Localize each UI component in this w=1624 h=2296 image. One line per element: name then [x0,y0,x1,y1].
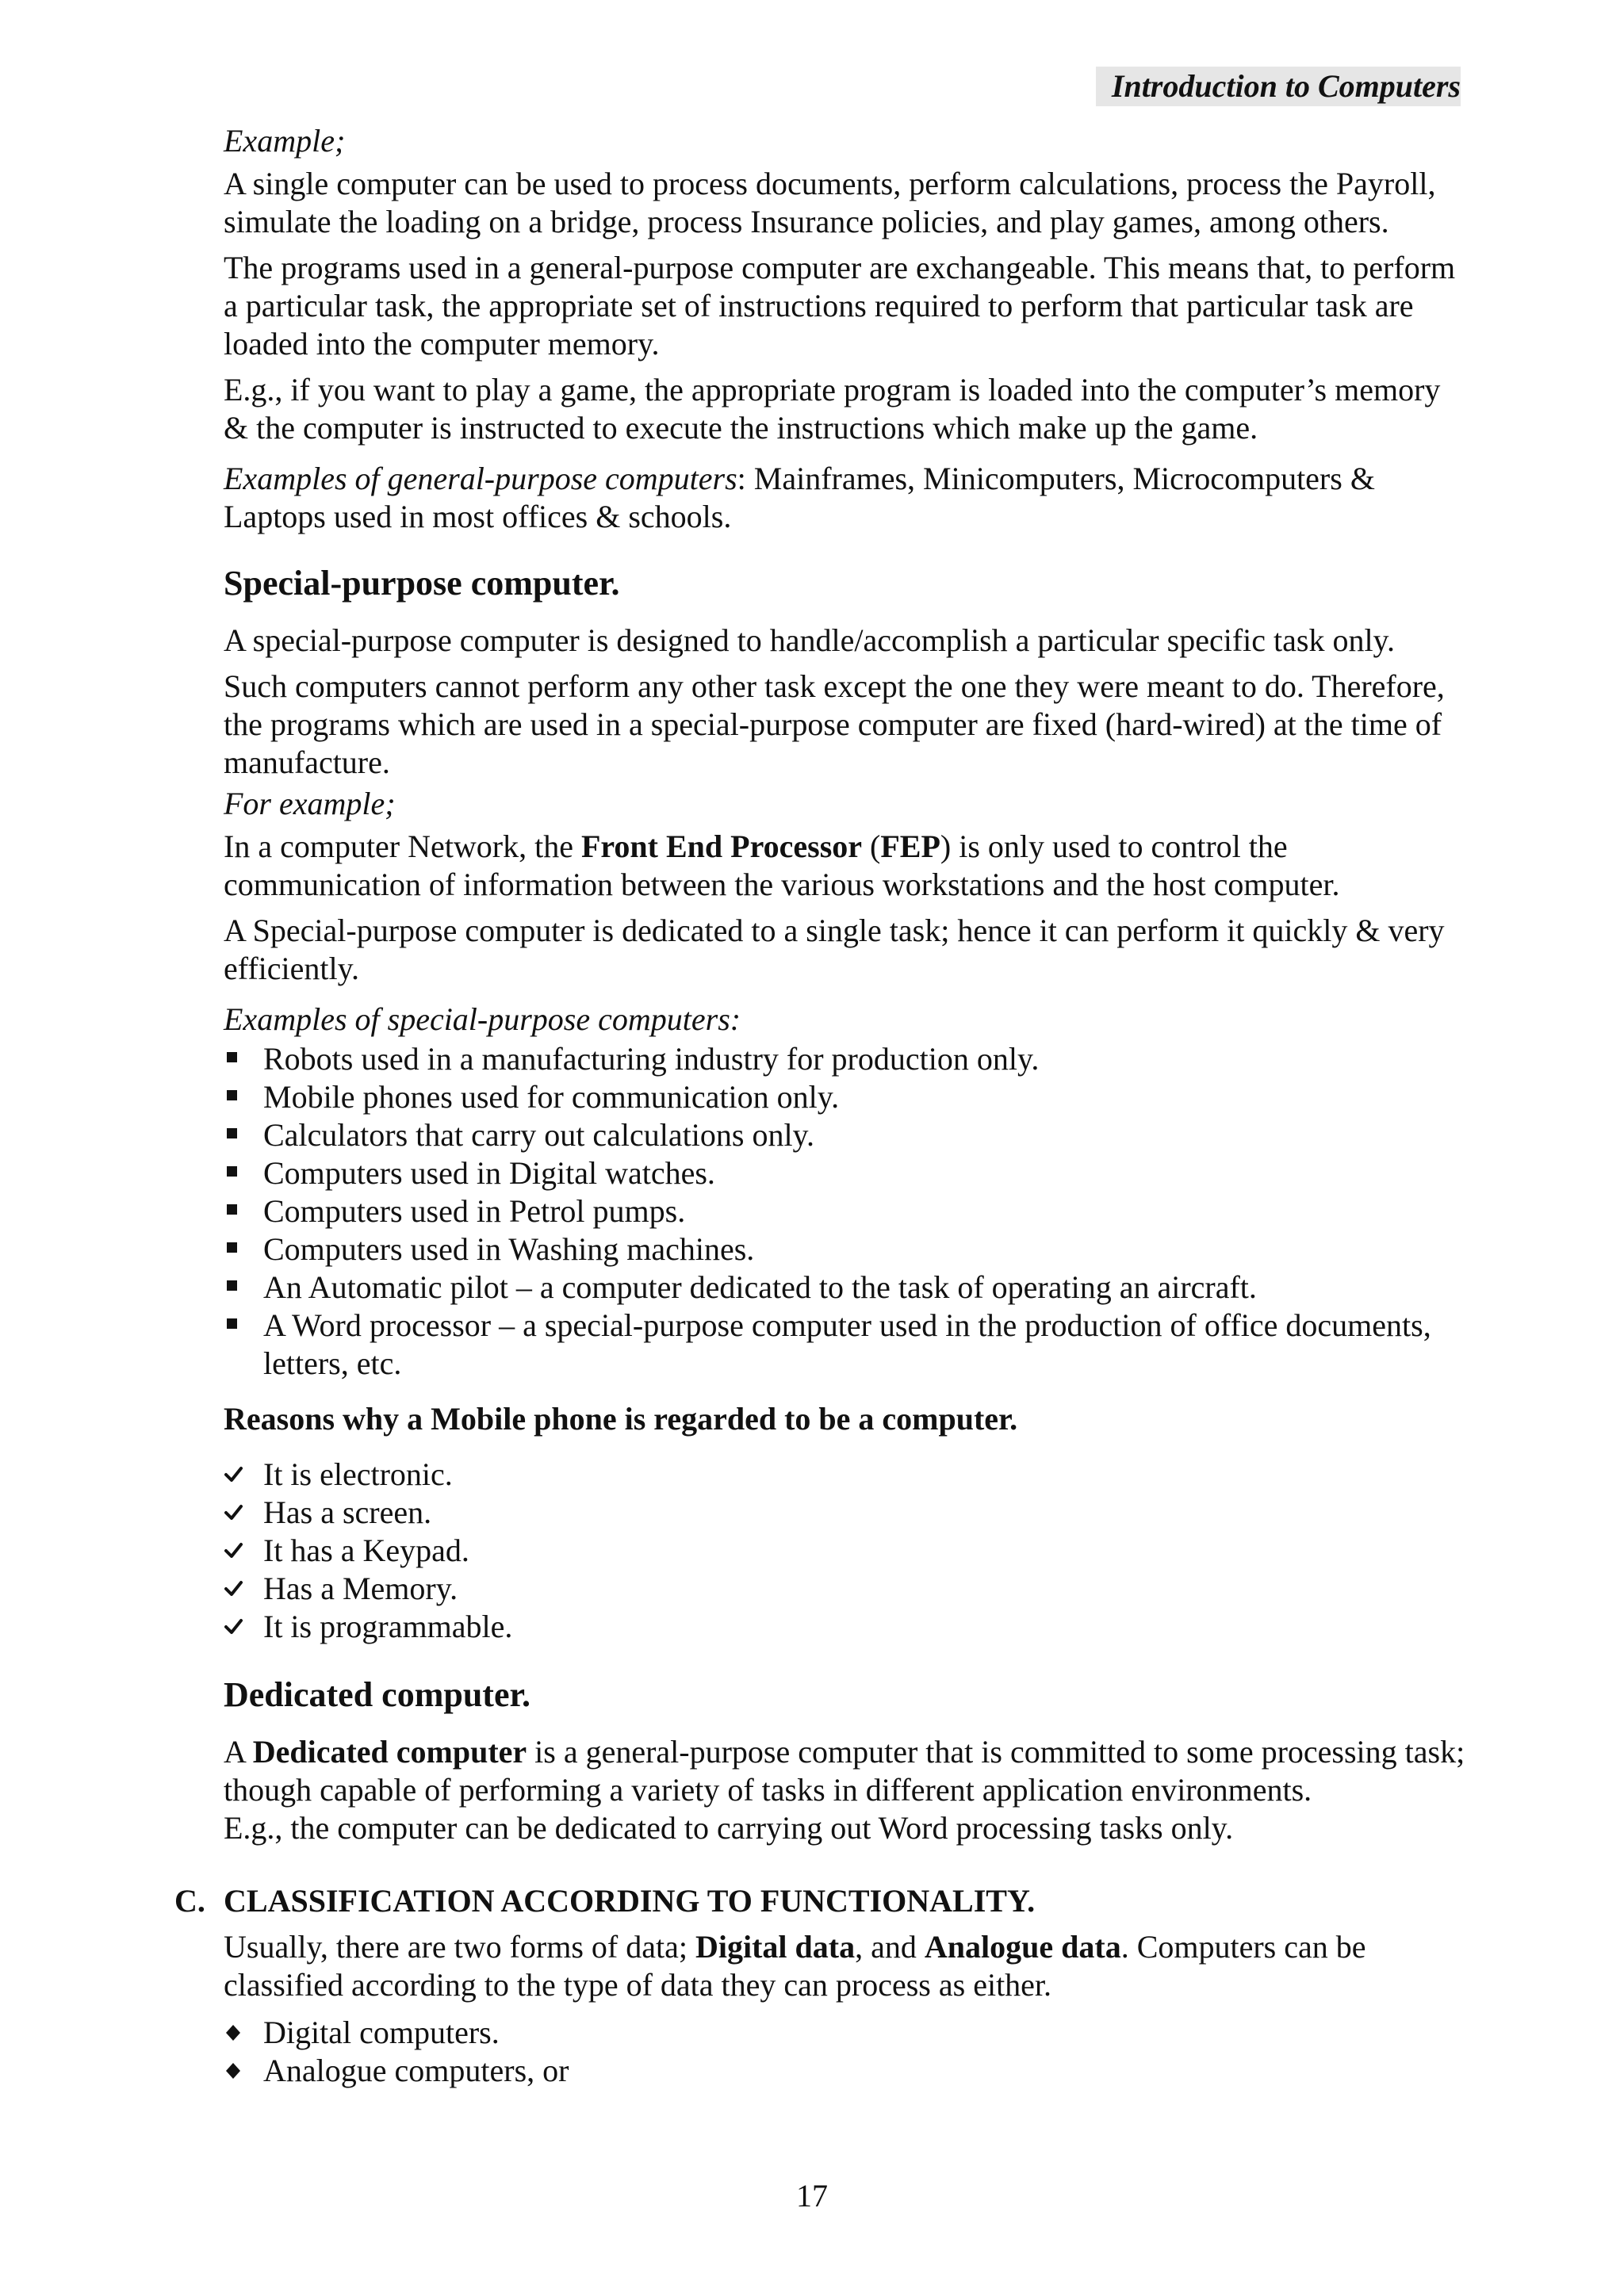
list-item-text: Analogue computers, or [263,2053,569,2088]
general-examples-label: Examples of general-purpose computers [224,461,737,496]
dedicated-term: Dedicated computer [252,1734,527,1770]
list-item-text: It is electronic. [263,1456,453,1492]
list-item-text: It has a Keypad. [263,1533,469,1568]
general-paragraph-3: E.g., if you want to play a game, the appropriate program is loaded into the computer’s memory & the computer is instructed to execute the instructions which make up the game. [224,372,1441,446]
list-item [224,1040,1469,1078]
dedicated-text-c: is a general-purpose computer that is committed to some processing task; though capable of performing a variety of tasks in different application environments. [224,1734,1465,1808]
list-item-text: Mobile phones used for communication only. [263,1079,840,1115]
section-c-text-a: Usually, there are two forms of data; [224,1929,695,1965]
section-c-text-c: , and [855,1929,925,1965]
section-c-paragraph [224,1928,1469,2004]
square-bullet-icon [224,1230,255,1269]
checkmark-icon [224,1532,255,1570]
square-bullet-icon [224,1078,255,1116]
list-item-text: Has a Memory. [263,1571,458,1606]
square-bullet-icon [224,1116,255,1154]
list-item [224,1230,1469,1269]
special-paragraph-3 [224,828,1469,904]
special-paragraph-4: A Special-purpose computer is dedicated to a single task; hence it can perform it quickly & very efficiently. [224,913,1445,986]
section-letter: C. [174,1883,205,1919]
list-item [224,1154,1469,1192]
dedicated-paragraph-1 [224,1733,1469,1809]
list-item [224,2014,1469,2052]
list-item-text: A Word processor – a special-purpose computer used in the production of office documents, letters, etc. [263,1307,1431,1381]
special-p3-text-e: ) is only used to control the communication of information between the various workstations and the host computer. [224,828,1340,902]
list-item-text: Digital computers. [263,2015,500,2050]
list-item [224,1192,1469,1230]
digital-data-term: Digital data [695,1929,856,1965]
square-bullet-icon [224,1269,255,1307]
fep-term: Front End Processor [580,828,863,864]
diamond-bullet-icon [224,2052,255,2090]
running-header: Introduction to Computers [1096,67,1461,106]
list-item-text: Computers used in Washing machines. [263,1231,755,1267]
mobile-reasons-list [224,1456,1469,1646]
dedicated-paragraph-2: E.g., the computer can be dedicated to carrying out Word processing tasks only. [224,1810,1234,1846]
list-item [224,1608,1469,1646]
special-p3-text-c: ( [862,828,881,864]
example-label: Example; [224,123,346,159]
list-item [224,2052,1469,2090]
special-p3-text-a: In a computer Network, the [224,828,581,864]
list-item [224,1116,1469,1154]
list-item-text: Computers used in Petrol pumps. [263,1193,686,1229]
checkmark-icon [224,1456,255,1494]
page-number: 17 [796,2178,828,2214]
general-paragraph-1: A single computer can be used to process documents, perform calculations, process the Payroll, simulate the loading on a bridge, process Insurance policies, and play games, among others. [224,166,1436,239]
special-paragraph-1: A special-purpose computer is designed to handle/accomplish a particular specific task only. [224,622,1395,658]
page-content [174,119,1469,2090]
special-paragraph-2: Such computers cannot perform any other task except the one they were meant to do. Therefore, the programs which are used in a special-purpose computer are fixed (hard-wired) at the time of manufacture. [224,668,1445,780]
list-item [224,1269,1469,1307]
list-item-text: Has a screen. [263,1494,432,1530]
list-item [224,1307,1469,1383]
section-title: CLASSIFICATION ACCORDING TO FUNCTIONALITY. [224,1883,1036,1919]
square-bullet-icon [224,1040,255,1078]
general-examples-paragraph [224,460,1469,536]
dedicated-text-a: A [224,1734,253,1770]
list-item [224,1494,1469,1532]
list-item [224,1532,1469,1570]
checkmark-icon [224,1494,255,1532]
square-bullet-icon [224,1307,255,1345]
list-item [224,1456,1469,1494]
list-item-text: Computers used in Digital watches. [263,1155,715,1191]
special-purpose-heading: Special-purpose computer. [224,564,620,603]
functionality-list [224,2014,1469,2090]
square-bullet-icon [224,1154,255,1192]
list-item-text: Robots used in a manufacturing industry for production only. [263,1041,1040,1077]
list-item-text: Calculators that carry out calculations only. [263,1117,814,1153]
checkmark-icon [224,1570,255,1608]
special-examples-label: Examples of special-purpose computers: [224,1001,741,1037]
square-bullet-icon [224,1192,255,1230]
section-c-text-e: . Computers can be classified according to the type of data they can process as either. [224,1929,1366,2003]
list-item [224,1078,1469,1116]
special-examples-list [224,1040,1469,1383]
mobile-reasons-heading: Reasons why a Mobile phone is regarded to be a computer. [224,1401,1018,1437]
special-example-label: For example; [224,786,396,821]
general-paragraph-2: The programs used in a general-purpose computer are exchangeable. This means that, to perform a particular task, the appropriate set of instructions required to perform that particular task are loaded into the computer memory. [224,250,1456,362]
checkmark-icon [224,1608,255,1646]
analogue-data-term: Analogue data [924,1929,1121,1965]
diamond-bullet-icon [224,2014,255,2052]
fep-abbrev: FEP [880,828,940,864]
list-item-text: It is programmable. [263,1609,513,1644]
list-item-text: An Automatic pilot – a computer dedicated to the task of operating an aircraft. [263,1269,1257,1305]
section-c-heading [174,1882,1469,1920]
general-examples-text: : Mainframes, Minicomputers, Microcomputers & Laptops used in most offices & schools. [224,461,1375,534]
list-item [224,1570,1469,1608]
dedicated-heading: Dedicated computer. [224,1675,530,1714]
